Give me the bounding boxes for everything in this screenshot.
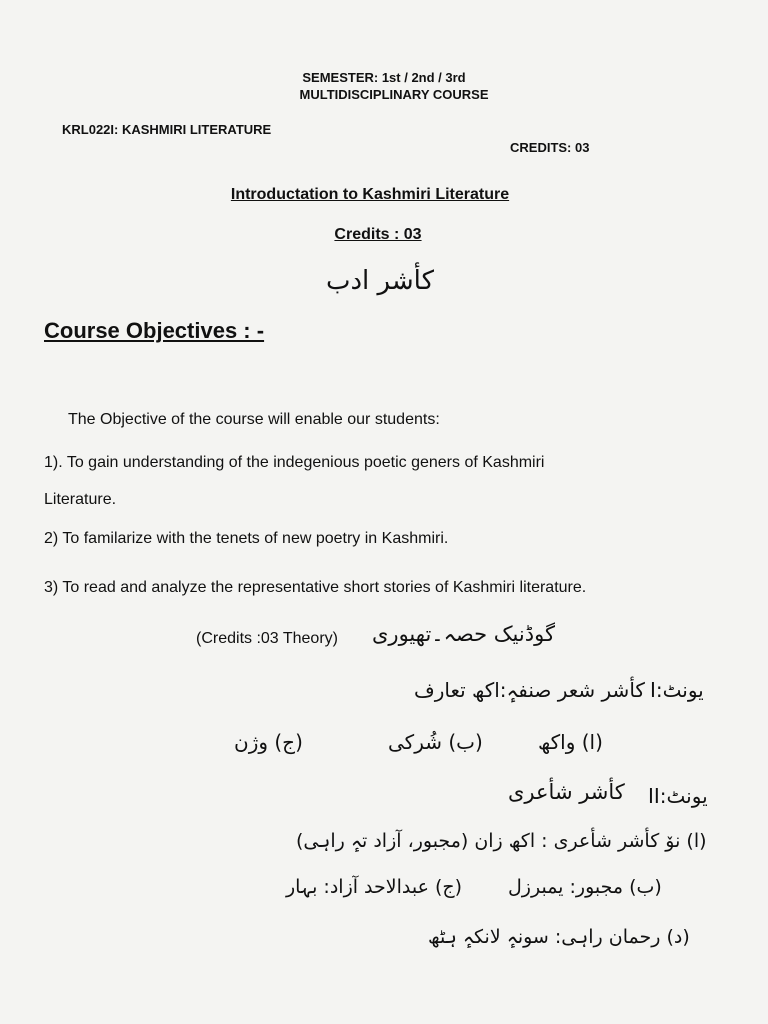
unit-1-item-c: (ج) وژن — [234, 730, 303, 754]
credits-label: CREDITS: 03 — [510, 140, 590, 155]
objectives-intro: The Objective of the course will enable our students: — [68, 411, 440, 428]
unit-2-line-3: (د) رحمان راہی: سونہٕ لانکہٕ ہٹھ — [428, 926, 690, 948]
unit-1-item-a: (ا) واکھ — [538, 730, 603, 754]
objective-2: 2) To familarize with the tenets of new poetry in Kashmiri. — [44, 530, 449, 547]
semester-line: SEMESTER: 1st / 2nd / 3rd — [302, 70, 466, 85]
title-credits: Credits : 03 — [334, 226, 422, 243]
objective-1-line-2: Literature. — [44, 491, 117, 508]
unit-2-line-2b: (ج) عبدالاحد آزاد: بہار — [286, 876, 463, 898]
theory-urdu: گوڈنیک حصہ۔تھیوری — [372, 622, 555, 646]
unit-2-title: کأشر شأعری — [508, 780, 625, 804]
course-code: KRL022I: KASHMIRI LITERATURE — [62, 122, 272, 137]
unit-1-title: کأشر شعر صنفہٕ:اکھ تعارف — [414, 678, 645, 702]
objectives-heading: Course Objectives : - — [44, 318, 265, 343]
unit-2-line-1: (ا) نوٚ کأشر شأعری : اکھ زان (مجبور، آزاد تہٕ راہی) — [296, 830, 707, 852]
course-title: Introductation to Kashmiri Literature — [230, 186, 510, 203]
credits-theory: (Credits :03 Theory) — [196, 630, 338, 647]
objective-3: 3) To read and analyze the representative short stories of Kashmiri literature. — [44, 579, 587, 596]
unit-2-label: یونٹ:II — [648, 784, 708, 808]
urdu-title: کأشر ادب — [326, 266, 434, 296]
unit-2-line-2a: (ب) مجبور: یمبرزل — [508, 876, 662, 898]
course-type: MULTIDISCIPLINARY COURSE — [299, 87, 489, 102]
objective-1-line-1: 1). To gain understanding of the indegenious poetic geners of Kashmiri — [44, 454, 545, 471]
unit-1-label: یونٹ:I — [650, 678, 704, 702]
unit-1-item-b: (ب) شُرکی — [388, 730, 483, 754]
